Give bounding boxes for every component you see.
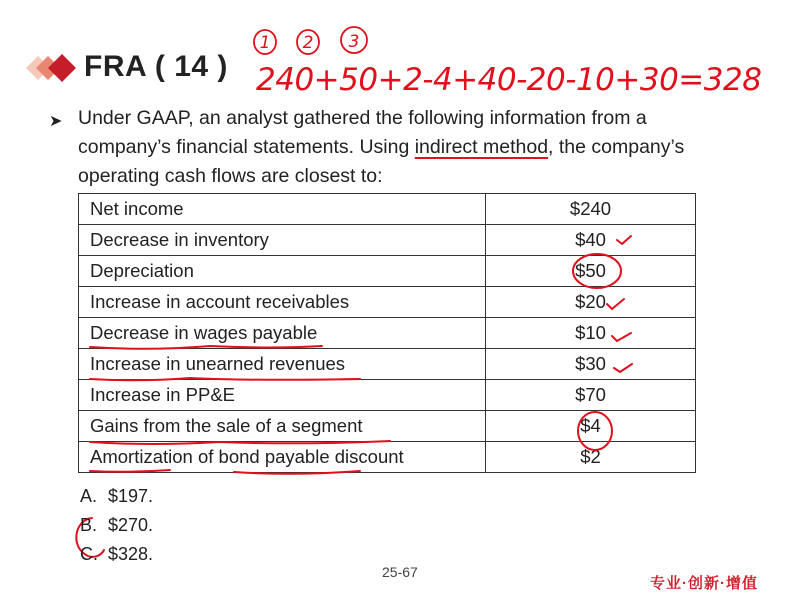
option-a: A. $197. <box>80 486 154 506</box>
option-c: C. $328. <box>80 544 154 564</box>
table-item: Gains from the sale of a segment <box>79 411 486 442</box>
circled-number-3: 3 <box>348 32 360 52</box>
table-value: $30 <box>486 349 696 380</box>
table-row <box>79 256 696 287</box>
answer-options <box>80 482 153 569</box>
circled-number-2: 2 <box>302 33 314 53</box>
table-item: Decrease in wages payable <box>79 318 486 349</box>
indirect-method-underlined: indirect method <box>414 136 549 158</box>
table-value: $40 <box>486 225 696 256</box>
table-item: Net income <box>79 194 486 225</box>
table-value: $240 <box>486 194 696 225</box>
table-row <box>79 194 696 225</box>
question-line-2: company’s financial statements. Using indirect method, the company’s <box>78 136 685 158</box>
handwritten-calculation: 240+50+2-4+40-20-10+30=328 <box>256 62 762 98</box>
question-line-3: operating cash flows are closest to: <box>78 165 383 187</box>
table-item: Increase in account receivables <box>79 287 486 318</box>
table-row <box>79 318 696 349</box>
bullet-arrow-icon: ➤ <box>49 113 63 130</box>
table-item: Amortization of bond payable discount <box>79 442 486 473</box>
table-row <box>79 349 696 380</box>
table-value: $10 <box>486 318 696 349</box>
table-item: Depreciation <box>79 256 486 287</box>
table-row <box>79 287 696 318</box>
table-row <box>79 380 696 411</box>
circled-numbers <box>250 26 380 60</box>
table-value: $20 <box>486 287 696 318</box>
table-value: $70 <box>486 380 696 411</box>
table-item: Increase in PP&E <box>79 380 486 411</box>
data-table <box>78 193 696 473</box>
table-value: $50 <box>486 256 696 287</box>
circled-number-1: 1 <box>259 33 271 53</box>
table-item: Increase in unearned revenues <box>79 349 486 380</box>
table-row <box>79 442 696 473</box>
option-b: B. $270. <box>80 515 154 535</box>
footer-brand: 专业·创新·增值 <box>650 575 758 592</box>
table-row <box>79 225 696 256</box>
table-value: $2 <box>486 442 696 473</box>
table-row <box>79 411 696 442</box>
table-value: $4 <box>486 411 696 442</box>
question-line-1: Under GAAP, an analyst gathered the following information from a <box>78 107 647 129</box>
logo-diamonds-icon <box>18 48 80 88</box>
question-block <box>49 104 702 191</box>
table-item: Decrease in inventory <box>79 225 486 256</box>
page-number: 25-67 <box>382 564 418 580</box>
slide-title: FRA ( 14 ) <box>84 50 228 83</box>
